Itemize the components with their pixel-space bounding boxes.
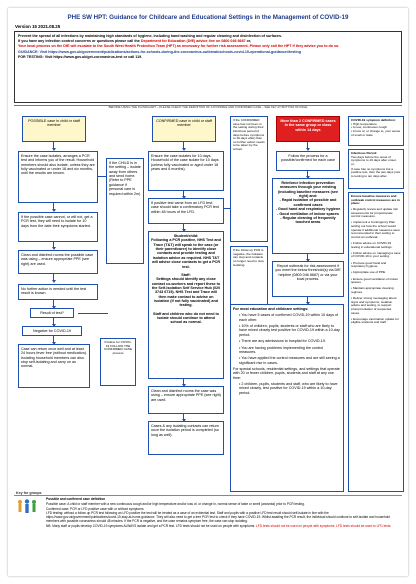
key-confirmed: Confirmed case: PCR or LFD positive case with or without symptoms. <box>46 506 145 511</box>
threshold-item: • You have applied the control measures and are still seeing a significant rise in cases. <box>239 356 340 365</box>
no-action-box: No further action is needed until the test result is known. <box>18 284 98 300</box>
arrow-icon <box>53 300 54 306</box>
key-lfd: LFD testing: without a follow up PCR test following an LFD positive the test will be treated as a case of an evidential test. Staff and pupils with a positive LFD test result should self-isolate in line with the https://www.gov.uk/government/publications/covid-19-stay-at-home-guidance. They will also need to get a free PCR test to check if they have COVID-19. Whilst awaiting the PCR result, the individual should continue to self-isolate and household members with possible coronavirus should 48 minutes. If the PCR is negative, and the case remains symptom free, the case can stop isolating. <box>46 511 390 523</box>
result-box: Result of test? <box>30 308 74 318</box>
negative-box: Negative for COVID-19 <box>22 326 82 336</box>
threshold-item: • 10% of children, pupils, students or staff who are likely to have mixed closely test positive for COVID-19 within a 10-day period. <box>239 324 340 337</box>
measure-item: • Follow advice on managing a case of COVID-19 in your setting. <box>351 250 401 259</box>
flowchart-instruction: BEFORE USING THE FLOWCHART – PLEASE CHECK THE DEFINITION OF A POSSIBLE AND CONFIRMED CASE – SEE KEY AT BOTTOM OF PAGE <box>14 105 402 110</box>
not-isolate-text: Staff and children who do not need to isolate should continue to attend school as normal. <box>153 311 219 325</box>
reinforce-item: - Good ventilation of indoor spaces <box>277 211 339 216</box>
reinforce-item: - Rapid isolation of possible and confirmed cases <box>279 198 337 207</box>
case-definition-key <box>14 495 402 573</box>
symptom-definition-box <box>348 116 404 146</box>
dfe-advice-line: Department for Education (DfE) advice line on 0800 046 8687 <box>140 39 246 44</box>
report-outbreak-box: Report outbreak for risk assessment if you meet the below threshold(s) via DfE helpline (0800 046 8687) or via your local process. <box>272 261 344 297</box>
measure-item: • Implement a Contingency Plan setting out how the school would operate if additional measures were recommended in their setting to control an outbreak. <box>351 220 401 239</box>
infectious-text-2: If case has no symptoms but a positive test, then the two days prior to testing to ten days after. <box>351 166 401 178</box>
return-box: Case can return once well and at least 24 hours fever free (without medication). Isolating household members can also stop self-isolating and carry on as normal. <box>18 344 90 388</box>
connector-line <box>224 208 230 209</box>
reinforce-item: - Good hand and respiratory hygiene <box>275 207 341 212</box>
return-after-isolation-box: Cases & any isolating contacts can return once the isolation period is completed (so long as well). <box>148 421 224 455</box>
arrow-icon <box>183 379 184 384</box>
version-label: Version 15 2021.08.25 <box>15 24 61 29</box>
outbreak-trigger-box: More than 2 CONFIRMED cases in the same group or class within 14 days <box>276 116 340 142</box>
threshold-item: • 2 children, pupils, students and staff, who are likely to have mixed closely, test positive for COVID-19 within a 10-day period. <box>239 382 338 395</box>
arrow-icon <box>307 297 308 302</box>
measure-item: • Deliver strong messaging about signs and symptoms, isolation advice and testing, to support prompt isolation of suspected cases. <box>351 296 397 315</box>
measures-heading: Ensure baseline measures and outbreak control measures are in place: <box>351 194 400 206</box>
measure-item: • Appropriate use of PPE. <box>351 270 386 275</box>
arrow-icon <box>53 203 54 209</box>
no-test-box: If the possible case cannot, or will not, get a PCR test, they will need to isolate for 10 days from the date their symptoms started. <box>18 212 98 242</box>
guidance-link[interactable]: GUIDANCE: Visit https://www.gov.uk/government/publications/actions-for-schools-during-the-coronavirus-outbreak/schools-covid-19-operational-guidance#testing <box>18 49 301 54</box>
contacts-text: Following a PCR positive, NHS Test and Trace (T&T) will speak to the case (or their parent/carer) to identify close contacts and provide testing and isolation advice as required. NHS T&T will advise close contacts to get a PCR test. <box>151 238 221 269</box>
contacts-box <box>148 231 224 379</box>
arrow-icon <box>53 336 54 342</box>
key-note-red: LFD tests should not be used on people with symptoms. LFD tests should be used to LFD tests. <box>256 523 392 528</box>
guidance-page <box>8 8 408 576</box>
key-heading: Possible and confirmed case definition <box>46 497 106 501</box>
possible-case-box: POSSIBLE case in child or staff member <box>22 116 86 142</box>
intro-advice: If you have any infection control concerns or questions please call the Department for Education (DfE) advice line on 0800 046 8687 or, <box>18 39 252 44</box>
reinforce-heading: Reinforce infection prevention measures through your existing (including baseline measures (see right) and: <box>277 181 339 199</box>
page-title: PHE SW HPT: Guidance for Childcare and Educational Settings in the Management of COVID-19 <box>67 14 349 21</box>
arrow-icon <box>183 224 184 229</box>
measure-item: • Encourage vaccination uptake for eligible students and staff. <box>351 316 399 325</box>
outbreak-threshold-box <box>230 304 344 492</box>
arrow-icon <box>307 254 308 259</box>
infectious-period-box: If the CONFIRMED case has not been in the setting during their infectious period (2 days before symptoms to 10 days after) then no further action needs to be taken by the school. <box>230 116 268 242</box>
staff-text: Settings should identify any close contact co-workers and report these to the Self-Isolation Self Service Hub (020 3743 6715). NHS Test and Trace will then make contact to advise on isolation (if not fully vaccinated) and testing. <box>151 277 221 308</box>
infectious-text: Two days before the onset of symptoms to 10 days after onset, or; <box>351 154 397 166</box>
measure-item: • Maintain appropriate cleaning regimes. <box>351 286 394 294</box>
child-in-setting-box: If the CHILD is in the setting – isolate away from others and send home. (Refer to PPE guidance if personal care is required within 2m) <box>106 158 144 264</box>
arrow-icon <box>307 171 308 176</box>
reinforce-item: - Regular cleaning of frequently touched areas <box>280 215 336 225</box>
infectious-definition-box <box>348 149 404 189</box>
positive-box: Positive for COVID-19 FOLLOW THE CONFIRMED CASE process <box>100 338 136 386</box>
connector-line <box>98 176 106 177</box>
arrow-icon <box>53 274 54 280</box>
testing-link[interactable]: FOR TESTING: Visit https://www.gov.uk/get-coronavirus-test or call 119. <box>18 54 143 59</box>
special-settings-text: For special schools, residential settings, and settings that operate with 20 or fewer children, pupils, students and staff at any one time: <box>233 366 340 380</box>
measure-item: • Regularly review and update risk assessments for proportionate control measures. <box>351 206 398 219</box>
isolate-test-box: Ensure the case isolates, arranges a PCR test and informs you of the result. Household members should also isolate, unless they are fully vaccinated or under 18 and six months, until the results are known. <box>18 151 98 203</box>
key-label: Key for groups <box>16 491 42 495</box>
baseline-measures-box <box>348 192 404 492</box>
measure-item: • Follow advice on COVID-19 testing in educational settings. <box>351 241 393 249</box>
arrow-icon <box>53 142 54 148</box>
follow-process-box: Follow the process for a possible/confirmed for each case <box>276 151 340 171</box>
symptom-heading: COVID-19 symptom definition: <box>351 118 396 122</box>
symptom-item: • A new, continuous cough <box>351 125 388 130</box>
intro-hygiene: Prevent the spread of all infections by maintaining high standards of hygiene, including hand washing and regular cleaning and disinfection of surfaces. <box>18 34 282 38</box>
staff-heading: Staff: <box>181 272 191 277</box>
arrow-icon <box>53 242 54 247</box>
threshold-item: • There are any admissions to hospital for COVID-19. <box>239 339 326 344</box>
symptom-item: • High temperature <box>351 121 377 126</box>
contacts-heading: Student/child: <box>173 234 199 238</box>
threshold-item: • You are having problems implementing the control measures. <box>239 345 324 354</box>
reinforce-measures-box <box>272 178 344 254</box>
clean-disinfect-box: Clean and disinfect rooms the case was using – ensure appropriate PPE (see right) are used. <box>148 386 224 414</box>
lfd-confirm-box: If positive test came from an LFD test, case should take a confirmatory PCR test within 48 hours of the LFD. <box>148 198 224 224</box>
infectious-heading: Infectious Period: <box>351 151 378 155</box>
arrow-icon <box>53 318 54 324</box>
symptom-item: • A loss of, or change to, your sense of smell or taste <box>351 128 401 137</box>
connector-line <box>78 313 108 314</box>
measure-item: • Ensure good ventilation of indoor spaces. <box>351 276 399 285</box>
threshold-heading: For most education and childcare settings: <box>233 307 309 311</box>
key-note: NB: Many staff or pupils develop COVID-19 symptoms ALWAYS isolate and get a PCR test. LFD tests should not be used on people with symptoms. LFD tests should not be used on people with symptoms. LFD tests should be used to LFD tests. <box>46 523 392 528</box>
arrow-icon <box>183 414 184 419</box>
key-possible: Possible case: A child or staff member with a new continuous cough and/or high temperature and/or loss of, or change in, normal sense of taste or smell (anosmia) prior to PCR testing. <box>46 501 305 506</box>
follow-up-pcr-box: If the follow up PCR is negative, the isolation can stop and contacts no longer need to stop isolating. <box>230 246 268 312</box>
arrow-icon <box>183 191 184 196</box>
clean-rooms-box: Clean and disinfect rooms the possible case was using – ensure appropriate PPE (see right) are used. <box>18 250 98 274</box>
confirmed-case-box: CONFIRMED case in child or staff member <box>152 116 216 142</box>
measure-item: • Promote good hand and respiratory hygiene. <box>351 260 387 269</box>
arrow-icon <box>183 142 184 148</box>
intro-escalation: Your local process on the DfE will escalate to the South West Health Protection Team (HPT) as necessary for further risk assessment. Please only call the HPT if they advise you to do so. <box>18 44 340 49</box>
intro-box <box>14 31 402 103</box>
threshold-item: • You have 5 cases of confirmed COVID-19 within 10 days of each other. <box>239 313 339 322</box>
isolate-10-days-box: Ensure the case isolates for 10 days. Household of the case isolate for 10 days (unless fully vaccinated or aged under 18 years and 6 months). <box>148 151 224 191</box>
arrow-icon <box>307 142 308 148</box>
